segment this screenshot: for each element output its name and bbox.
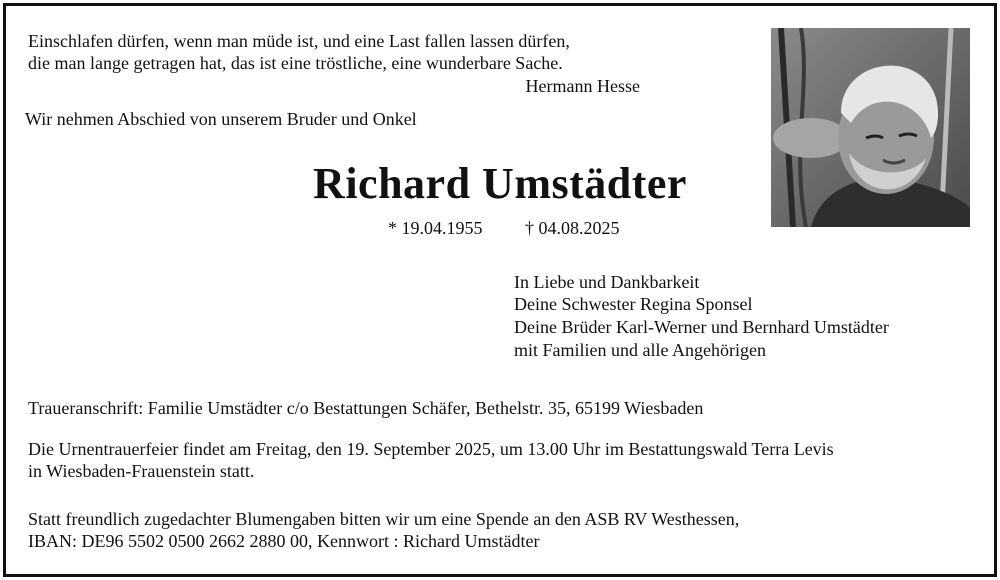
intro-text: Wir nehmen Abschied von unserem Bruder und Onkel — [25, 109, 417, 129]
quote-author: Hermann Hesse — [525, 76, 640, 96]
ceremony-line-2: in Wiesbaden-Frauenstein statt. — [28, 461, 255, 481]
mourners-line-2: Deine Schwester Regina Sponsel — [514, 294, 753, 314]
donation-line-1: Statt freundlich zugedachter Blumengaben bitten wir um eine Spende an den ASB RV Westhessen, — [28, 509, 740, 529]
quote-line-1: Einschlafen dürfen, wenn man müde ist, und eine Last fallen lassen dürfen, — [28, 31, 570, 51]
ceremony-line-1: Die Urnentrauerfeier findet am Freitag, den 19. September 2025, um 13.00 Uhr im Bestattungswald Terra Levis — [28, 439, 834, 459]
quote-line-2: die man lange getragen hat, das ist eine tröstliche, eine wunderbare Sache. — [28, 53, 563, 73]
donation-line-2: IBAN: DE96 5502 0500 2662 2880 00, Kennwort : Richard Umstädter — [28, 531, 540, 551]
deceased-name: Richard Umstädter — [313, 159, 687, 208]
birth-date: * 19.04.1955 — [388, 218, 483, 238]
mourners-line-4: mit Familien und alle Angehörigen — [514, 340, 766, 360]
mourners-line-1: In Liebe und Dankbarkeit — [514, 272, 700, 292]
life-dates — [388, 218, 658, 239]
portrait-photo — [771, 28, 970, 227]
death-date: † 04.08.2025 — [525, 218, 620, 238]
mourners-line-3: Deine Brüder Karl-Werner und Bernhard Umstädter — [514, 317, 889, 337]
funeral-address: Traueranschrift: Familie Umstädter c/o Bestattungen Schäfer, Bethelstr. 35, 65199 Wiesbaden — [28, 398, 704, 418]
